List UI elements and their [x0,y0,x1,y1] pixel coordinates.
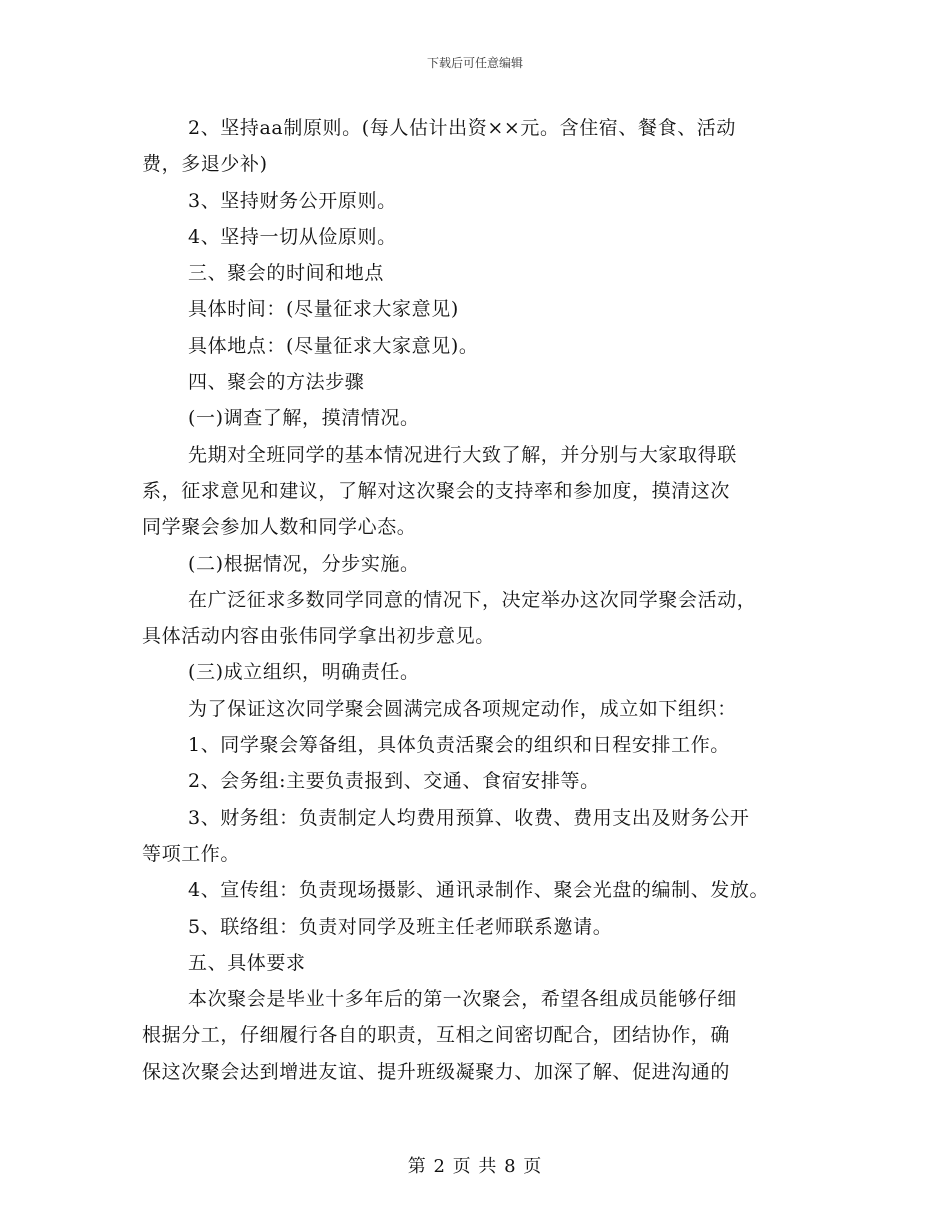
text-line: 同学聚会参加人数和同学心态。 [142,516,417,539]
text-line: 五、具体要求 [188,951,306,974]
text-line: 4、坚持一切从俭原则。 [188,225,397,248]
document-body [142,110,832,1090]
text-line: 费，多退少补) [142,153,268,176]
text-line: (三)成立组织，明确责任。 [188,661,420,684]
text-line: 三、聚会的时间和地点 [188,262,385,285]
page-number-footer: 第 2 页 共 8 页 [407,1156,543,1177]
text-line: 1、同学聚会筹备组，具体负责活聚会的组织和日程安排工作。 [188,734,730,757]
text-line: 2、会务组:主要负责报到、交通、食宿安排等。 [188,770,600,793]
text-line: 4、宣传组：负责现场摄影、通讯录制作、聚会光盘的编制、发放。 [188,879,770,902]
text-line: 在广泛征求多数同学同意的情况下，决定举办这次同学聚会活动， [188,588,757,611]
text-line: 具体活动内容由张伟同学拿出初步意见。 [142,625,495,648]
text-line: 根据分工，仔细履行各自的职责，互相之间密切配合，团结协作，确 [142,1024,731,1047]
text-line: 保这次聚会达到增进友谊、提升班级凝聚力、加深了解、促进沟通的 [142,1060,731,1083]
text-line: 具体时间：(尽量征求大家意见) [188,298,459,321]
text-line: 为了保证这次同学聚会圆满完成各项规定动作，成立如下组织： [188,697,737,720]
text-line: 系，征求意见和建议，了解对这次聚会的支持率和参加度，摸清这次 [142,479,731,502]
text-line: 5、联络组：负责对同学及班主任老师联系邀请。 [188,915,613,938]
text-line: 具体地点：(尽量征求大家意见)。 [188,334,479,357]
text-line: 3、财务组：负责制定人均费用预算、收费、费用支出及财务公开 [188,806,750,829]
text-line: 先期对全班同学的基本情况进行大致了解，并分别与大家取得联 [188,443,737,466]
text-line: (一)调查了解，摸清情况。 [188,407,420,430]
text-line: 四、聚会的方法步骤 [188,371,365,394]
page-header-note: 下载后可任意编辑 [426,56,523,70]
text-line: 本次聚会是毕业十多年后的第一次聚会，希望各组成员能够仔细 [188,988,737,1011]
text-line: 等项工作。 [142,842,241,865]
text-line: (二)根据情况，分步实施。 [188,552,420,575]
text-line: 3、坚持财务公开原则。 [188,189,397,212]
text-line: 2、坚持aa制原则。(每人估计出资××元。含住宿、餐食、活动 [188,117,736,139]
